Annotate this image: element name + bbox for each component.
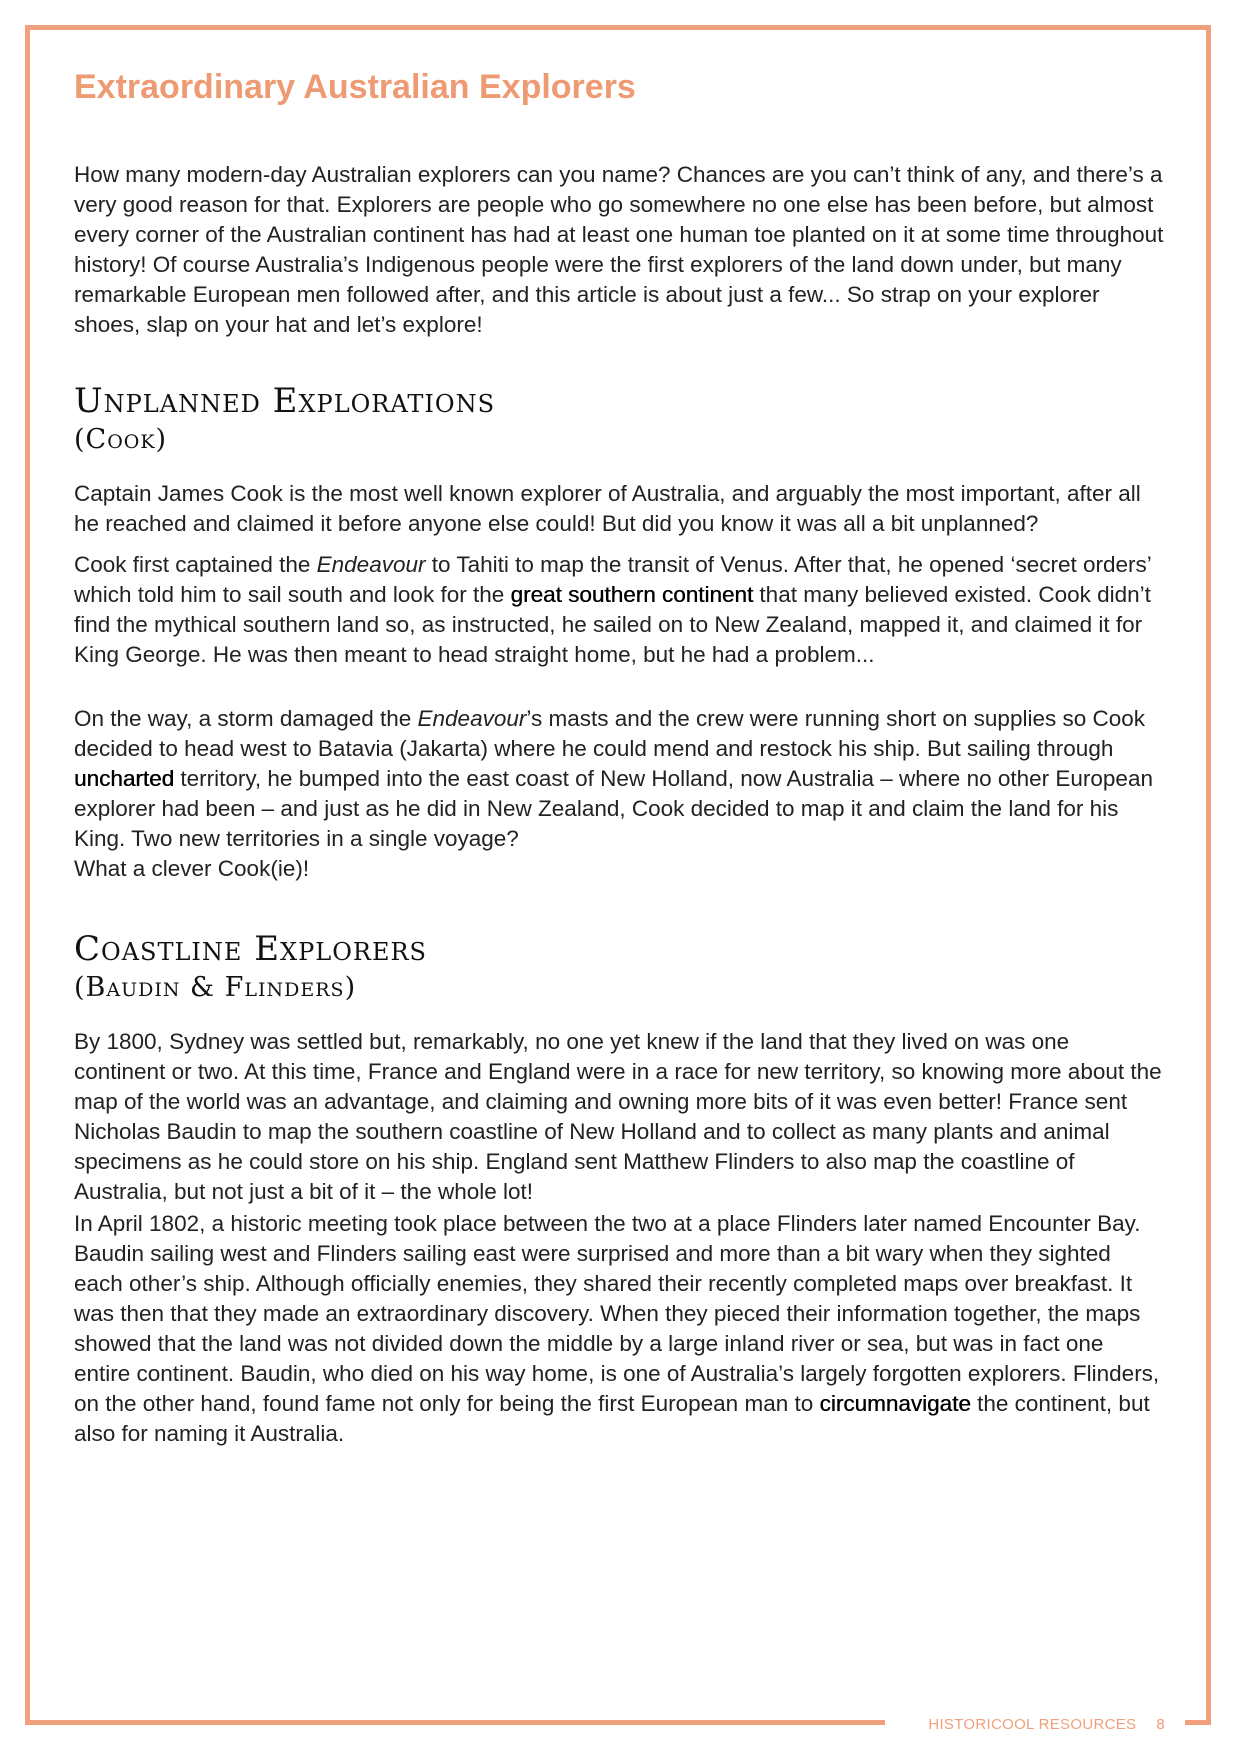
coastline-paragraph-1: By 1800, Sydney was settled but, remarkably, no one yet knew if the land that they lived on was one continent or two. At this time, France and England were in a race for new territory, so knowing more about the map of the world was an advantage, and claiming and owning more bits of it was even better! France sent Nicholas Baudin to map the southern coastline of New Holland and to collect as many plants and animal specimens as he could store on his ship. England sent Matthew Flinders to also map the coastline of Australia, but not just a bit of it – the whole lot! [74, 1029, 1162, 1204]
section-title: Coastline Explorers [74, 929, 427, 969]
coastline-paragraph-2: In April 1802, a historic meeting took place between the two at a place Flinders later named Encounter Bay. Baudin sailing west and Flinders sailing east were surprised and more than a bit wary when they sighted each other’s ship. Although officially enemies, they shared their recently completed maps over breakfast. It was then that they made an extraordinary discovery. When they pieced their information together, the maps showed that the land was not divided down the middle by a large inland river or sea, but was in fact one entire continent. Baudin, who died on his way home, is one of Australia’s largely forgotten explorers. Flinders, on the other hand, found fame not only for being the first European man to circumnavigate the continent, but also for naming it Australia. [74, 1211, 1160, 1446]
section-heading-cook [74, 380, 495, 458]
page-number: 8 [1156, 1716, 1165, 1733]
cook-paragraph-3: On the way, a storm damaged the Endeavour’s masts and the crew were running short on supplies so Cook decided to head west to Batavia (Jakarta) where he could mend and restock his ship. But sailing through uncharted territory, he bumped into the east coast of New Holland, now Australia – where no other European explorer had been – and just as he did in New Zealand, Cook decided to map it and claim the land for his King. Two new territories in a single voyage? What a clever Cook(ie)! [74, 706, 1153, 881]
section-heading-baudin-flinders [74, 928, 427, 1006]
ship-name: Endeavour [417, 706, 527, 731]
page-title: Extraordinary Australian Explorers [74, 68, 636, 106]
section-subtitle: (Baudin & Flinders) [74, 972, 357, 1003]
glossary-term: circumnavigate [819, 1391, 971, 1416]
intro-paragraph: How many modern-day Australian explorers can you name? Chances are you can’t think of any, and there’s a very good reason for that. Explorers are people who go somewhere no one else has been before, but almost every corner of the Australian continent has had at least one human toe planted on it at some time throughout history! Of course Australia’s Indigenous people were the first explorers of the land down under, but many remarkable European men followed after, and this article is about just a few... So strap on your explorer shoes, slap on your hat and let’s explore! [74, 162, 1164, 337]
page-footer [928, 1716, 1165, 1733]
footer-label: HISTORICOOL RESOURCES [928, 1716, 1137, 1733]
ship-name: Endeavour [316, 552, 426, 577]
section-title: Unplanned Explorations [74, 381, 496, 421]
section-subtitle: (Cook) [74, 424, 168, 455]
glossary-term: great southern continent [510, 582, 754, 607]
glossary-term: uncharted [74, 766, 175, 791]
cook-paragraph-1: Captain James Cook is the most well known explorer of Australia, and arguably the most important, after all he reached and claimed it before anyone else could! But did you know it was all a bit unplanned? [74, 481, 1141, 536]
cook-paragraph-2: Cook first captained the Endeavour to Tahiti to map the transit of Venus. After that, he opened ‘secret orders’ which told him to sail south and look for the great southern continent that many believed existed. Cook didn’t find the mythical southern land so, as instructed, he sailed on to New Zealand, mapped it, and claimed it for King George. He was then meant to head straight home, but he had a problem... [74, 552, 1151, 667]
